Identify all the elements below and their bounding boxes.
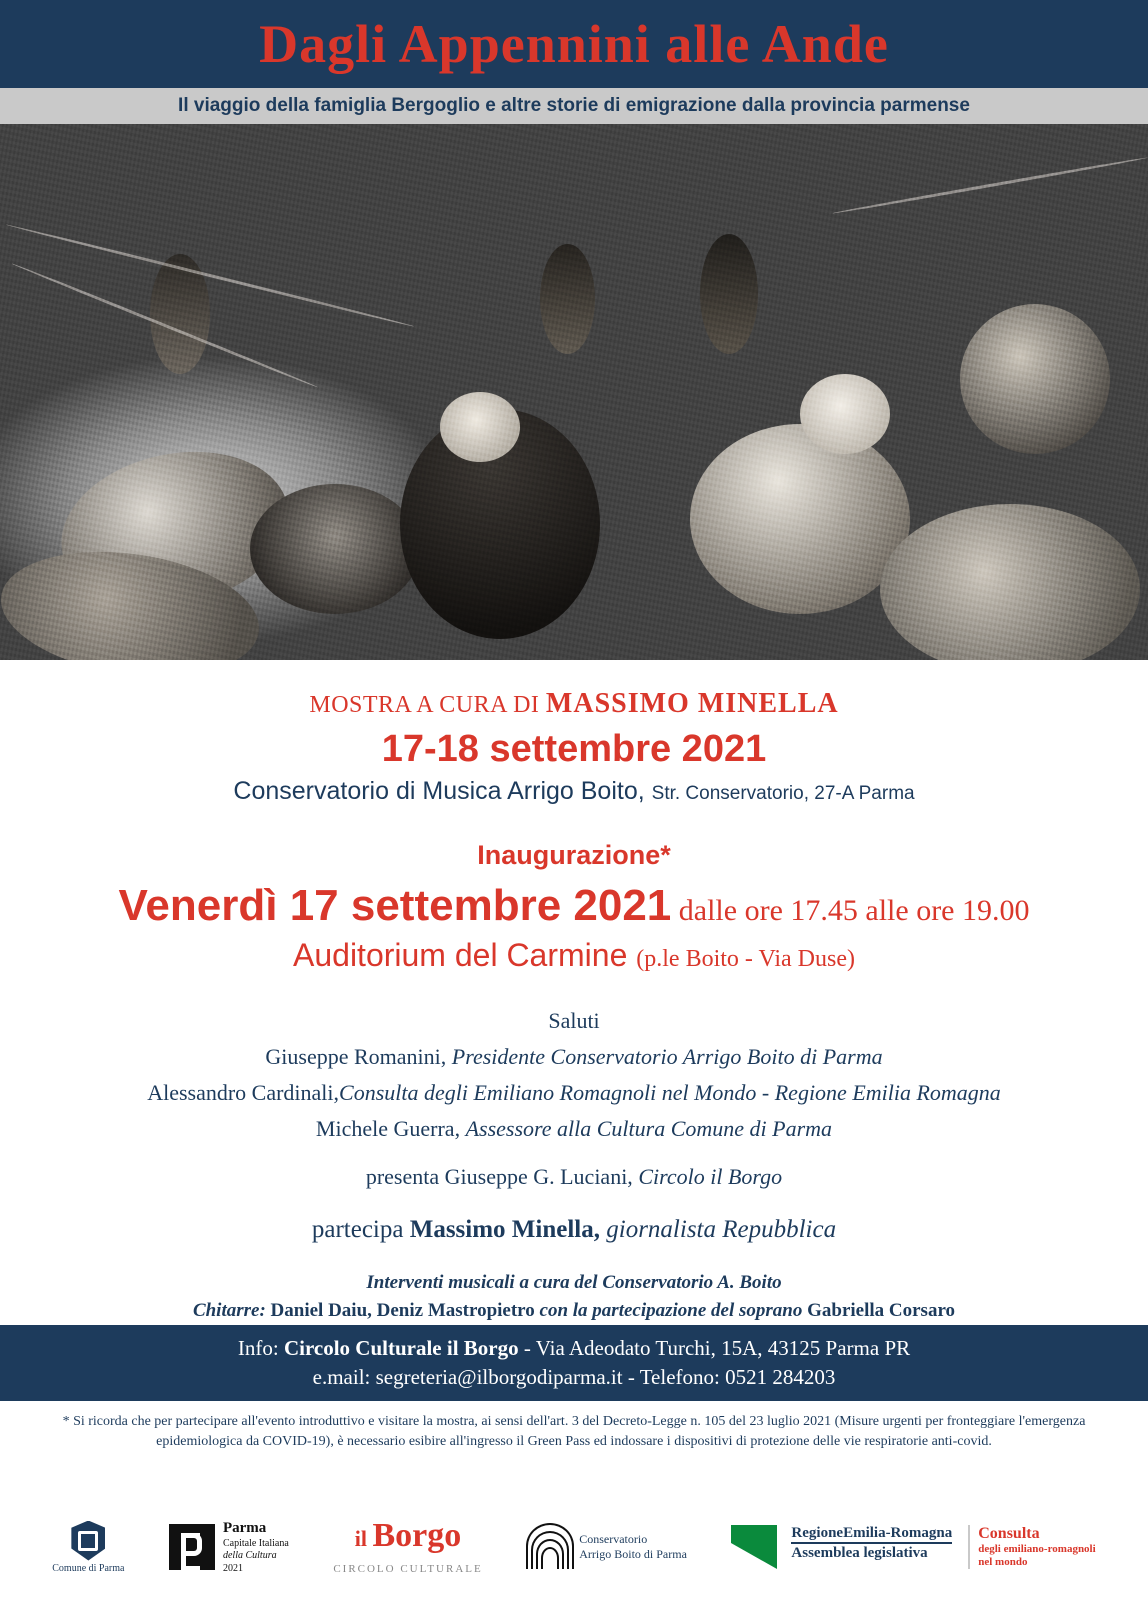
curator-prefix: MOSTRA A CURA DI: [309, 692, 546, 718]
info-organizer: Circolo Culturale il Borgo: [283, 1336, 519, 1360]
auditorium-note: (p.le Boito - Via Duse): [636, 946, 855, 972]
greeting-role: Assessore alla Cultura Comune di Parma: [465, 1116, 833, 1141]
logo-parma-capitale-cultura: [169, 1519, 289, 1575]
covid-footnote: * Si ricorda che per partecipare all'evento introduttivo e visitare la mostra, ai sensi dell'art. 3 del Decreto-Legge n. 105 del 23 luglio 2021 (Misure urgenti per fronteggiare l'emergenza epidemiologica da COVID-19), è necessario esibire all'ingresso il Green Pass ed indossare i dispositivi di protezione delle vie respiratorie anti-covid.: [62, 1414, 1086, 1450]
header-band: [0, 0, 1148, 88]
borgo-wordmark: [355, 1519, 462, 1553]
logo-consulta: [968, 1525, 1095, 1569]
consulta-line-1: Consulta: [978, 1525, 1040, 1542]
parma-line-3: della Cultura: [222, 1550, 277, 1562]
comune-label: Comune di Parma: [52, 1562, 125, 1574]
info-prefix: Info:: [237, 1336, 284, 1360]
info-band: [0, 1325, 1148, 1401]
info-organizer-line: [238, 1336, 910, 1361]
event-details: [0, 660, 1148, 1322]
music-performers: Daniel Daiu, Deniz Mastropietro: [270, 1300, 540, 1321]
consulta-line-2: degli emiliano-romagnoli: [978, 1542, 1096, 1555]
parma-line-4: 2021: [222, 1562, 243, 1574]
venue-line: [40, 777, 1108, 806]
auditorium-line: [40, 937, 1108, 974]
greetings-label: Saluti: [548, 1008, 600, 1033]
regione-line-2: Assemblea legislativa: [791, 1542, 952, 1562]
participant-role: giornalista Repubblica: [606, 1216, 837, 1243]
page-subtitle: Il viaggio della famiglia Bergoglio e altre storie di emigrazione dalla provincia parmense: [178, 95, 970, 116]
curator-name: MASSIMO MINELLA: [545, 688, 839, 719]
conservatorio-line-1: Conservatorio: [579, 1532, 648, 1546]
logo-il-borgo: [333, 1519, 482, 1575]
info-contact-line[interactable]: e.mail: segreteria@ilborgodiparma.it - Telefono: 0521 284203: [312, 1365, 836, 1389]
greeting-item: [40, 1044, 1108, 1070]
photo-grain-overlay: [0, 124, 1148, 660]
borgo-subtitle: CIRCOLO CULTURALE: [333, 1563, 483, 1575]
parma-capitale-text: [223, 1519, 289, 1575]
regione-flag-icon: [731, 1525, 777, 1569]
consulta-line-3: nel mondo: [978, 1555, 1028, 1568]
page-title: Dagli Appennini alle Ande: [259, 14, 889, 74]
inauguration-day: Venerdì 17 settembre 2021: [118, 881, 672, 930]
logo-strip: [0, 1494, 1148, 1600]
inauguration-time: dalle ore 17.45 alle ore 19.00: [671, 894, 1030, 927]
inauguration-date: [40, 881, 1108, 931]
parma-line-1: Parma: [222, 1519, 267, 1536]
presenter-role: Circolo il Borgo: [638, 1164, 783, 1189]
borgo-name: Borgo: [372, 1517, 462, 1554]
subtitle-band: [0, 88, 1148, 124]
logo-conservatorio: [527, 1525, 687, 1569]
greeting-role: Presidente Conservatorio Arrigo Boito di Parma: [451, 1044, 883, 1069]
curator-line: [40, 688, 1108, 720]
parma-p-icon: [169, 1524, 215, 1570]
participant-prefix: partecipa: [311, 1216, 410, 1243]
music-soprano-label: con la partecipazione del soprano: [539, 1300, 808, 1321]
conservatorio-text: [579, 1532, 687, 1562]
inauguration-label: Inaugurazione*: [477, 840, 671, 870]
conservatorio-arcs-icon: [527, 1525, 573, 1569]
comune-crest-icon: [71, 1521, 105, 1561]
greeting-item: [40, 1116, 1108, 1142]
logo-comune-di-parma: [52, 1521, 124, 1574]
exhibition-dates: 17-18 settembre 2021: [381, 728, 767, 770]
logo-regione-emilia-romagna: [731, 1525, 1095, 1569]
greeting-name: Giuseppe Romanini,: [265, 1044, 452, 1069]
greeting-role: Consulta degli Emiliano Romagnoli nel Mondo - Regione Emilia Romagna: [339, 1080, 1001, 1105]
auditorium-name: Auditorium del Carmine: [293, 937, 637, 973]
participant-line: [40, 1216, 1108, 1244]
music-line-2: [40, 1300, 1108, 1322]
greeting-name: Alessandro Cardinali,: [147, 1080, 340, 1105]
venue-name: Conservatorio di Musica Arrigo Boito,: [233, 777, 652, 805]
presenter-name: presenta Giuseppe G. Luciani,: [365, 1164, 639, 1189]
regione-line-1: RegioneEmilia-Romagna: [791, 1525, 953, 1541]
music-line-1: Interventi musicali a cura del Conservatorio A. Boito: [366, 1272, 782, 1293]
historical-photo: [0, 124, 1148, 660]
participant-name: Massimo Minella,: [409, 1216, 607, 1243]
greeting-item: [40, 1080, 1108, 1106]
music-instrument-label: Chitarre:: [192, 1300, 271, 1321]
conservatorio-line-2: Arrigo Boito di Parma: [579, 1547, 687, 1561]
borgo-il: il: [354, 1526, 373, 1551]
music-soprano-name: Gabriella Corsaro: [807, 1300, 956, 1321]
regione-text: [785, 1525, 952, 1569]
info-address: - Via Adeodato Turchi, 15A, 43125 Parma PR: [518, 1336, 911, 1360]
greeting-name: Michele Guerra,: [315, 1116, 466, 1141]
presenter-line: [40, 1164, 1108, 1190]
venue-address: Str. Conservatorio, 27-A Parma: [651, 783, 915, 804]
parma-line-2: Capitale Italiana: [222, 1537, 289, 1549]
